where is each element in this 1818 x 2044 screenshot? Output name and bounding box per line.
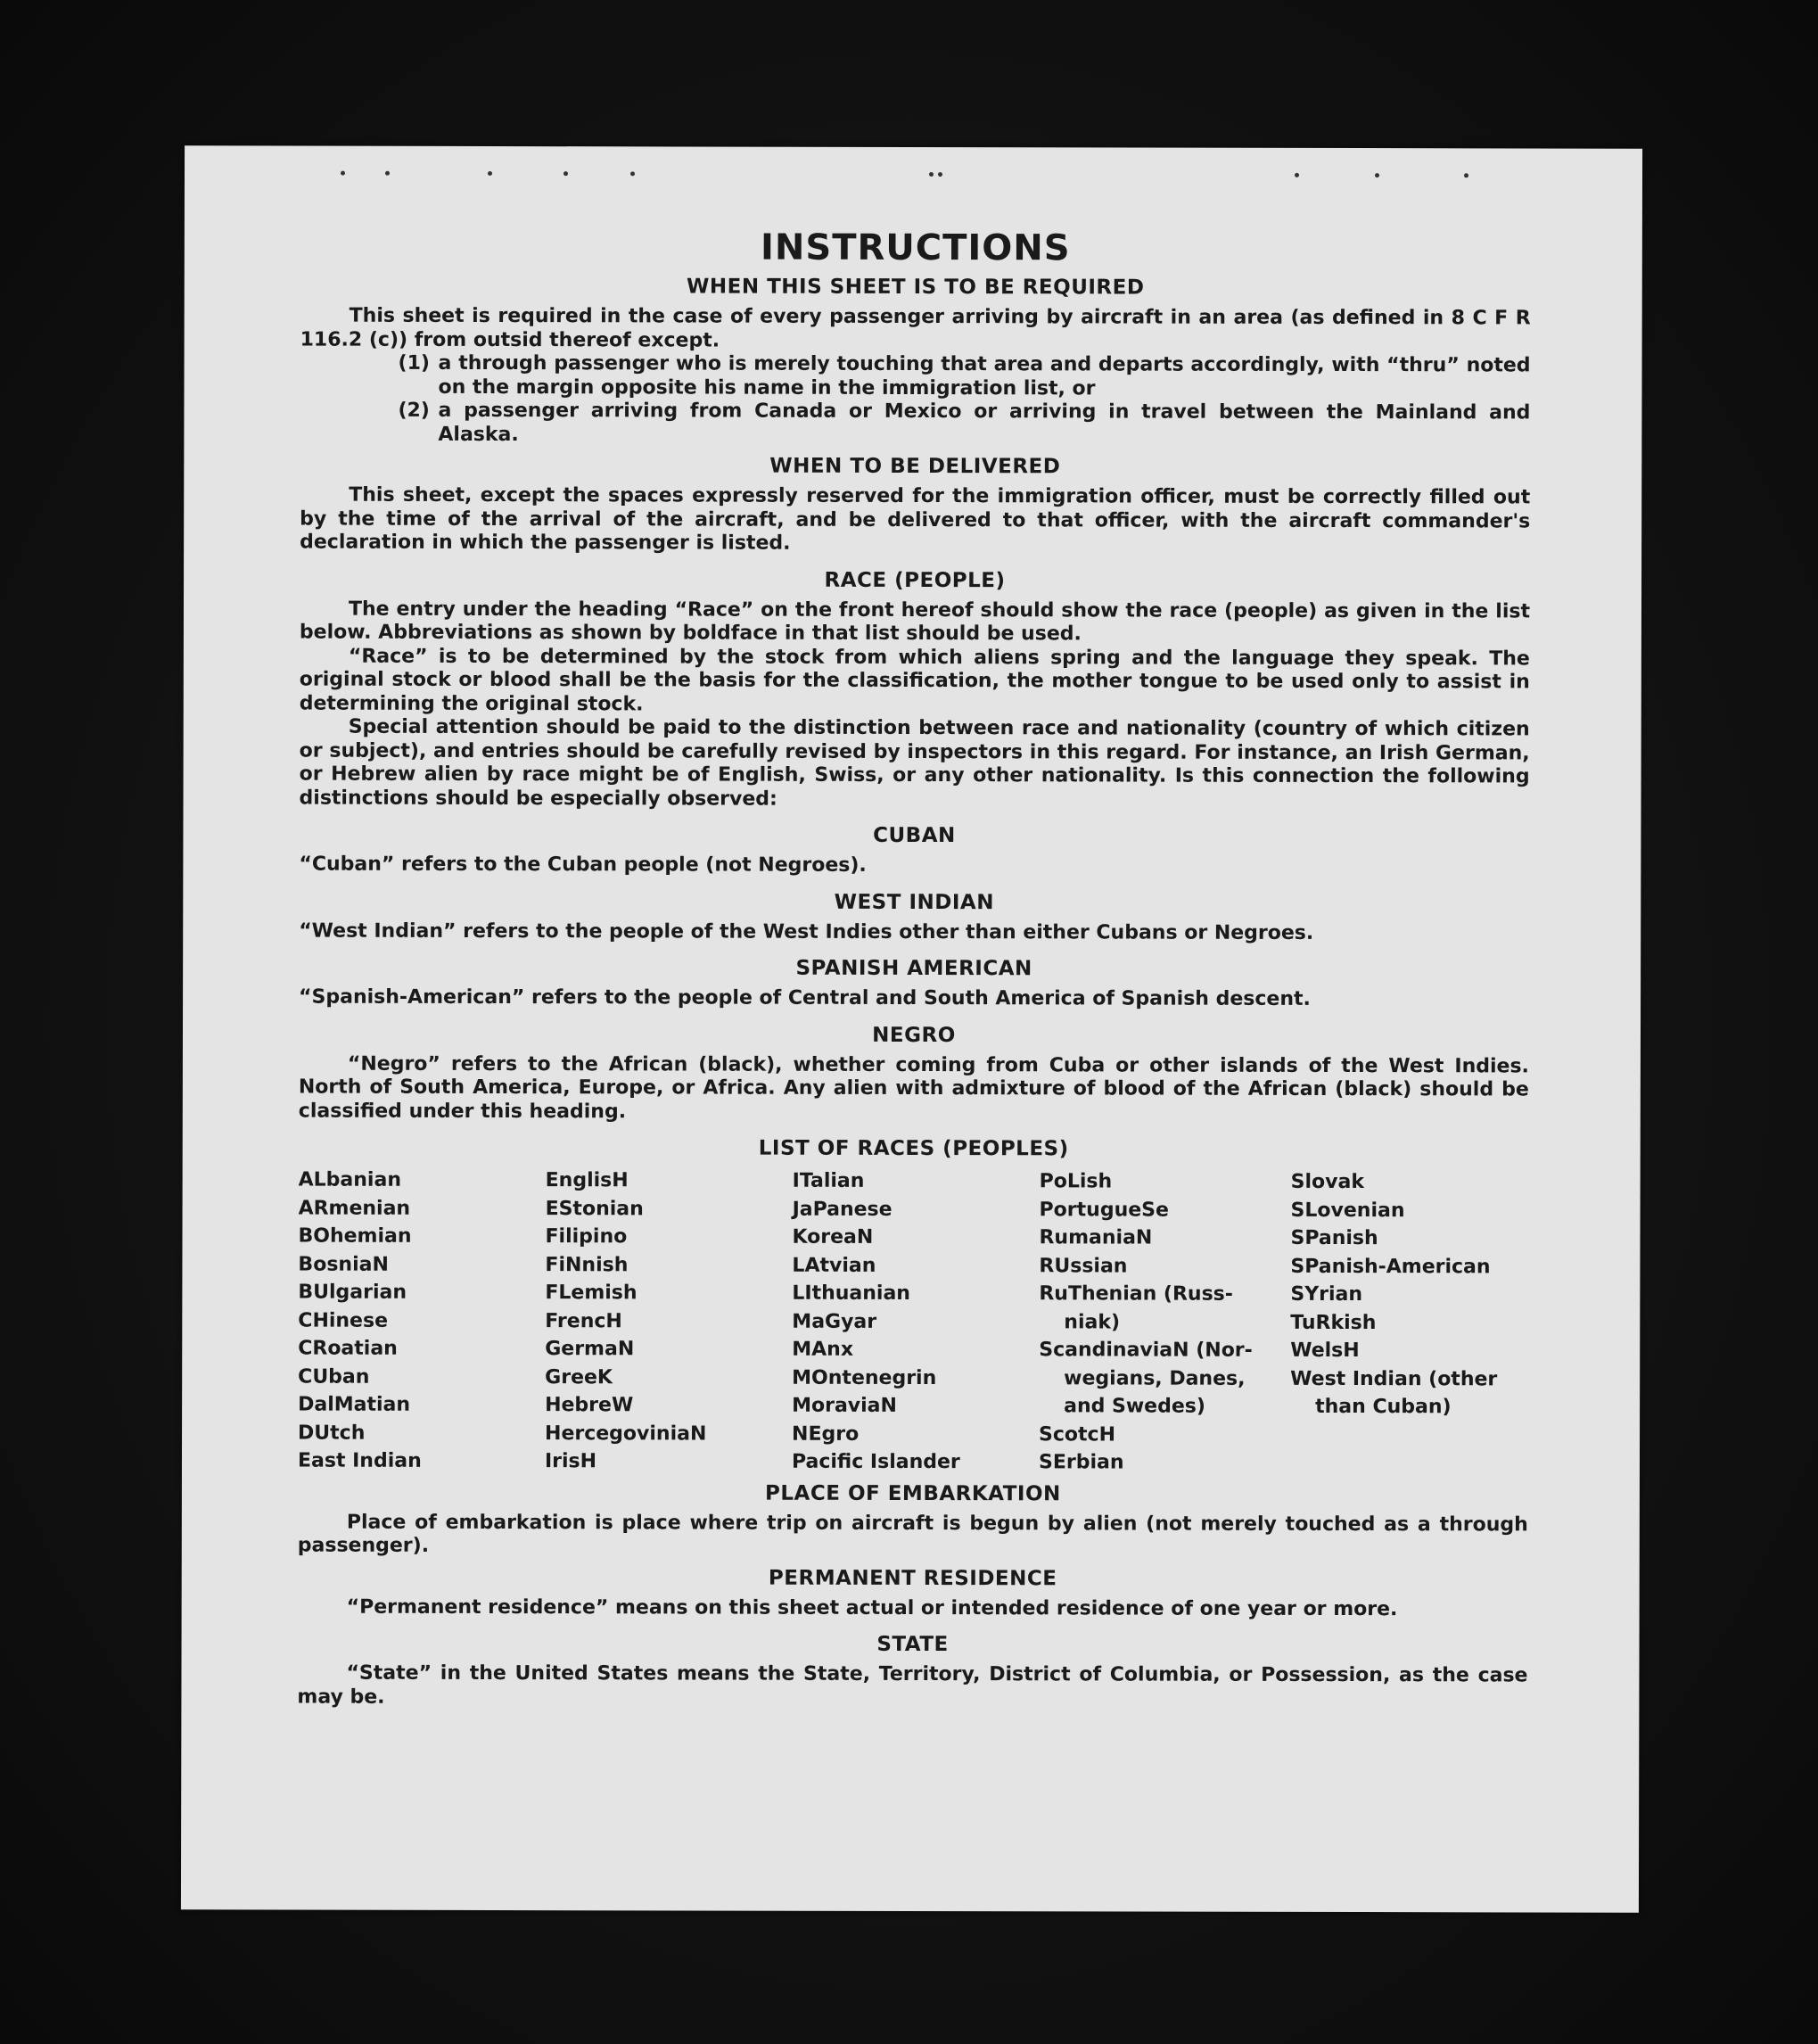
race-entry: IrisH — [544, 1450, 597, 1473]
delivered-text: This sheet, except the spaces expressly reserved for the immigration officer, must be correctly filled out by the time of the arrival of the aircraft, and be delivered to that officer, with the aircraft commander's declaration in which the passenger is listed. — [300, 483, 1531, 555]
race-entry: niak) — [1064, 1310, 1121, 1333]
race-entry: SPanish-American — [1290, 1255, 1491, 1278]
race-entry: Filipino — [545, 1225, 628, 1249]
race-entry: MaGyar — [792, 1310, 877, 1333]
cuban-text: “Cuban” refers to the Cuban people (not Negroes). — [299, 853, 867, 877]
race-entry: East Indian — [297, 1449, 422, 1472]
race-entry: BOhemian — [298, 1224, 412, 1248]
race-entry: DalMatian — [298, 1393, 411, 1416]
race-entry: HebreW — [545, 1394, 634, 1417]
race-entry: SYrian — [1290, 1282, 1363, 1306]
exception-item — [300, 400, 1530, 449]
heading-negro: NEGRO — [872, 1023, 956, 1047]
race-entry: Pacific Islander — [791, 1450, 960, 1474]
race-entry: CRoatian — [298, 1337, 398, 1360]
heading-list-of-races: LIST OF RACES (PEOPLES) — [758, 1136, 1069, 1161]
race-entry: ITalian — [792, 1169, 865, 1192]
exception-item — [300, 352, 1530, 402]
race-paragraph-1: The entry under the heading “Race” on the front hereof should show the race (people) as given in the list below. Abbreviations as shown by boldface in that list should be used. — [299, 598, 1531, 646]
punch-marks — [185, 170, 1642, 191]
race-entry: West Indian (other — [1290, 1367, 1498, 1390]
race-entry: MOntenegrin — [792, 1366, 937, 1389]
race-entry: Slovak — [1290, 1170, 1364, 1194]
negro-text: “Negro” refers to the African (black), whether coming from Cuba or other islands of the West Indies. North of South America, Europe, or Africa. Any alien with admixture of blood of the African (black) should be classified under this heading. — [298, 1052, 1529, 1123]
race-entry: and Swedes) — [1064, 1395, 1205, 1418]
race-entry: than Cuban) — [1315, 1395, 1452, 1419]
state-text: “State” in the United States means the State, Territory, District of Columbia, or Possession, as the case may be. — [297, 1661, 1528, 1709]
heading-delivered: WHEN TO BE DELIVERED — [769, 454, 1061, 479]
race-entry: FrencH — [545, 1309, 622, 1332]
race-entry: SPanish — [1290, 1226, 1378, 1250]
heading-state: STATE — [876, 1632, 949, 1657]
race-entry: SLovenian — [1290, 1199, 1405, 1222]
heading-race: RACE (PEOPLE) — [824, 568, 1006, 592]
heading-required: WHEN THIS SHEET IS TO BE REQUIRED — [686, 275, 1145, 300]
races-list — [298, 1166, 1529, 1478]
race-entry: wegians, Danes, — [1064, 1366, 1246, 1390]
race-entry: ALbanian — [298, 1168, 402, 1191]
spanish-american-text: “Spanish-American” refers to the people of Central and South America of Spanish descent. — [299, 985, 1311, 1010]
race-column — [1039, 1167, 1291, 1477]
race-entry: BUlgarian — [298, 1281, 407, 1304]
race-entry: ARmenian — [298, 1197, 411, 1220]
race-entry: SErbian — [1038, 1451, 1124, 1474]
item-text: a passenger arriving from Canada or Mexico or arriving in travel between the Mainland and Alaska. — [438, 399, 1531, 446]
race-column — [1290, 1168, 1529, 1478]
race-entry: WelsH — [1290, 1339, 1360, 1363]
race-entry: RumaniaN — [1039, 1226, 1153, 1249]
race-entry: BosniaN — [298, 1253, 389, 1276]
race-entry: ScandinaviaN (Nor- — [1039, 1339, 1253, 1362]
document-sheet — [181, 145, 1642, 1912]
heading-cuban: CUBAN — [873, 823, 956, 848]
race-entry: ScotcH — [1039, 1422, 1116, 1446]
race-entry: FLemish — [545, 1282, 638, 1305]
race-entry: GreeK — [545, 1365, 613, 1389]
race-entry: DUtch — [298, 1422, 366, 1445]
race-entry: FiNnish — [545, 1253, 629, 1276]
race-entry: CHinese — [298, 1309, 389, 1332]
race-entry: CUban — [298, 1365, 370, 1389]
race-paragraph-2: “Race” is to be determined by the stock from which aliens spring and the language they speak. The original stock or blood shall be the basis for the classification, the mother tongue to be used only to assist in determining the original stock. — [299, 645, 1530, 715]
race-entry: PoLish — [1039, 1170, 1113, 1193]
heading-west-indian: WEST INDIAN — [834, 890, 994, 914]
race-paragraph-3: Special attention should be paid to the distinction between race and nationality (country of which citizen or subject), and entries should be carefully revised by inspectors in this regard. For instance, an Irish German, or Hebrew alien by race might be of English, Swiss, or any other nationality. Is this connection the following distinctions should be especially observed: — [299, 715, 1530, 811]
race-column — [298, 1166, 546, 1476]
race-entry: LIthuanian — [792, 1282, 911, 1305]
race-entry: MAnx — [792, 1338, 854, 1361]
page-title: INSTRUCTIONS — [761, 227, 1071, 269]
required-intro: This sheet is required in the case of every passenger arriving by aircraft in an area (as defined in 8 C F R 116.2 (c)) from outsid thereof except. — [300, 304, 1531, 352]
instructions-body — [297, 227, 1530, 1712]
heading-embarkation: PLACE OF EMBARKATION — [765, 1481, 1061, 1505]
race-entry: LAtvian — [792, 1254, 876, 1277]
item-text: a through passenger who is merely touching that area and departs accordingly, with “thru” noted on the margin opposite his name in the immigration list, or — [438, 351, 1531, 400]
residence-text: “Permanent residence” means on this sheet actual or intended residence of one year or more. — [346, 1595, 1398, 1620]
race-entry: GermaN — [545, 1338, 635, 1361]
west-indian-text: “West Indian” refers to the people of the West Indies other than either Cubans or Negroes. — [299, 919, 1314, 944]
race-entry: RuThenian (Russ- — [1039, 1282, 1233, 1306]
race-entry: TuRkish — [1290, 1311, 1377, 1334]
race-column — [545, 1166, 793, 1476]
race-entry: MoraviaN — [792, 1394, 897, 1417]
race-entry: RUssian — [1039, 1254, 1128, 1278]
race-entry: EnglisH — [545, 1169, 629, 1192]
race-entry: HercegoviniaN — [545, 1422, 707, 1446]
item-number: (2) — [398, 399, 430, 422]
heading-spanish-american: SPANISH AMERICAN — [795, 956, 1032, 981]
embarkation-text: Place of embarkation is place where trip on aircraft is begun by alien (not merely touched as a through passenger). — [297, 1511, 1528, 1557]
race-entry: JaPanese — [792, 1198, 893, 1221]
race-column — [792, 1167, 1040, 1477]
heading-residence: PERMANENT RESIDENCE — [768, 1566, 1057, 1590]
race-entry: NEgro — [792, 1422, 860, 1446]
item-number: (1) — [398, 351, 431, 375]
race-entry: EStonian — [545, 1197, 644, 1220]
race-entry: KoreaN — [792, 1225, 874, 1249]
race-entry: PortugueSe — [1039, 1198, 1169, 1222]
